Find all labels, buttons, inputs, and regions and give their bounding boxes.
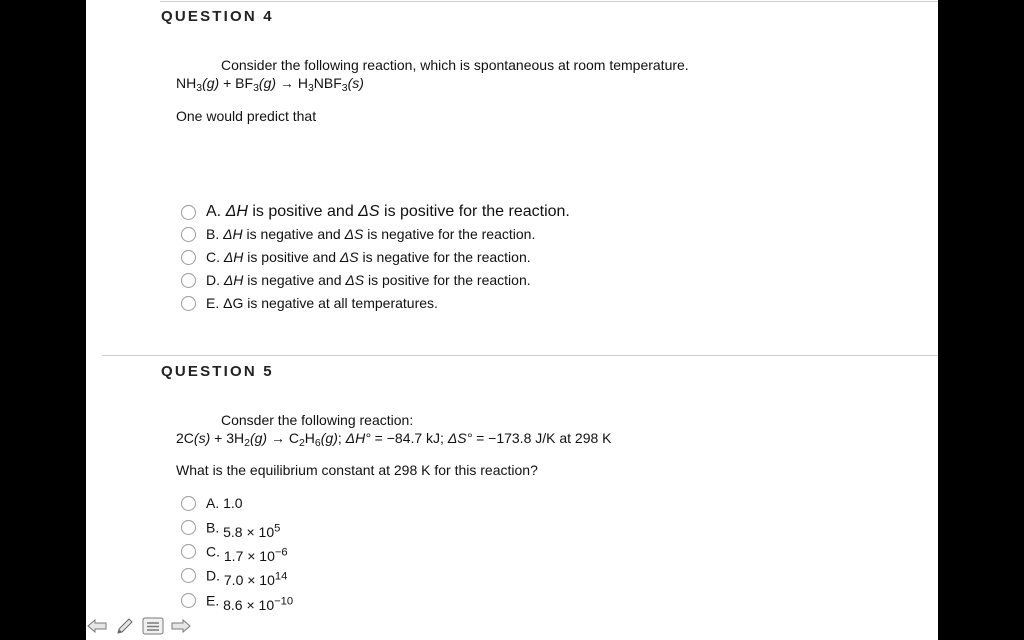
arrow-left-icon[interactable] (86, 615, 108, 637)
eq5-arrow-c2: → C (267, 430, 299, 446)
q5-option-e-radio[interactable] (181, 593, 196, 608)
eq-nbf3-sub: 3 (341, 82, 348, 95)
q4-option-c-label: C. ΔH is positive and ΔS is negative for the reaction. (206, 249, 531, 265)
eq-h3: H (297, 75, 308, 91)
eq5-plus-h2: + 3H (210, 430, 245, 446)
q4-option-b[interactable] (181, 223, 535, 245)
question-4-prompt: One would predict that (176, 108, 317, 124)
eq5-h6-sub: 6 (314, 437, 321, 450)
eq-bf3-phase: (g) (258, 75, 277, 91)
eq5-h2-phase: (g) (249, 430, 268, 446)
q4-option-e-radio[interactable] (181, 296, 196, 311)
eq5-delta-h: ΔH° (345, 430, 371, 446)
q4-option-a[interactable] (181, 201, 570, 223)
question-4-equation (176, 75, 364, 94)
q4-option-e-label: E. ΔG is negative at all temperatures. (206, 295, 438, 311)
question-5-intro: Consder the following reaction: (221, 412, 414, 428)
q4-option-b-radio[interactable] (181, 227, 196, 242)
eq-product-phase: (s) (347, 75, 364, 91)
q5-option-e-label: E. $8.6 \times 10^{-10}$ (206, 592, 294, 613)
eq5-h2-sub: 2 (244, 437, 250, 450)
eq-nh3-phase: (g) (202, 75, 220, 91)
question-5-equation (176, 430, 612, 449)
eq5-delta-s-value: = −173.8 J/K at 298 K (472, 430, 612, 446)
footer-toolbar (86, 612, 192, 640)
list-icon[interactable] (142, 615, 164, 637)
question-page (86, 0, 938, 640)
eq5-h6: H (304, 430, 315, 446)
q5-option-c[interactable] (181, 540, 288, 562)
q4-option-e[interactable] (181, 292, 438, 314)
q5-option-c-label: C. $1.7 \times 10^{-6}$ (206, 543, 288, 564)
q5-option-a-label: A. 1.0 (206, 495, 243, 511)
eq5-2c: 2C (176, 430, 194, 446)
q4-option-a-label: A. ΔH is positive and ΔS is positive for the reaction. (206, 203, 570, 220)
q4-option-a-radio[interactable] (181, 205, 196, 220)
q5-option-b-label: B. $5.8 \times 10^5$ (206, 519, 281, 540)
q5-option-d-radio[interactable] (181, 568, 196, 583)
eq-arrow: → (276, 75, 298, 91)
q5-option-a[interactable] (181, 492, 243, 514)
question-4-intro: Consider the following reaction, which is spontaneous at room temperature. (221, 57, 689, 73)
eq-nh3: NH (176, 75, 197, 91)
question-4-heading: QUESTION 4 (161, 8, 274, 25)
question-5-heading: QUESTION 5 (161, 363, 274, 380)
eq5-product-phase: (g) (320, 430, 338, 446)
question-divider (102, 355, 938, 356)
q4-option-d-label: D. ΔH is negative and ΔS is positive for the reaction. (206, 272, 531, 288)
q5-option-d-label: D. $7.0 \times 10^{14}$ (206, 567, 288, 588)
q5-option-a-radio[interactable] (181, 496, 196, 511)
eq-plus: + (219, 75, 236, 91)
q4-option-c-radio[interactable] (181, 250, 196, 265)
top-divider (160, 1, 938, 2)
eq5-delta-h-value: = −84.7 kJ; (370, 430, 448, 446)
q5-option-e[interactable] (181, 589, 293, 611)
eq5-delta-s: ΔS° (447, 430, 473, 446)
eq-nbf3: NBF (313, 75, 342, 91)
eq-bf3: BF (235, 75, 254, 91)
eq5-2c-phase: (s) (193, 430, 211, 446)
q5-option-d[interactable] (181, 564, 287, 586)
q4-option-d[interactable] (181, 269, 531, 291)
eq-bf3-sub: 3 (253, 82, 259, 95)
q5-option-b-radio[interactable] (181, 520, 196, 535)
pencil-icon[interactable] (114, 615, 136, 637)
arrow-right-icon[interactable] (170, 615, 192, 637)
eq-nh3-sub: 3 (196, 82, 203, 95)
eq-h3-sub: 3 (307, 82, 314, 95)
question-5-prompt: What is the equilibrium constant at 298 K for this reaction? (176, 462, 538, 478)
q4-option-c[interactable] (181, 246, 531, 268)
eq5-c2-sub: 2 (298, 437, 305, 450)
eq5-sep: ; (337, 430, 346, 446)
q5-option-c-radio[interactable] (181, 544, 196, 559)
q5-option-b[interactable] (181, 516, 280, 538)
q4-option-d-radio[interactable] (181, 273, 196, 288)
q4-option-b-label: B. ΔH is negative and ΔS is negative for the reaction. (206, 226, 536, 242)
